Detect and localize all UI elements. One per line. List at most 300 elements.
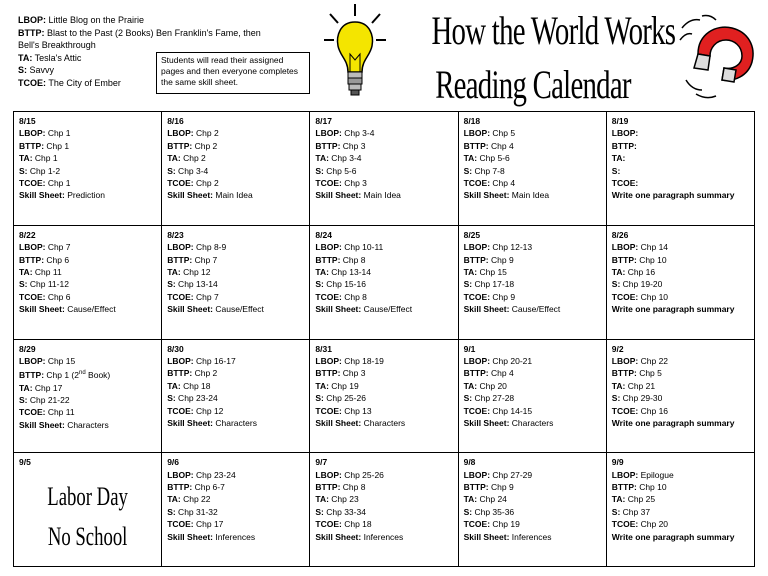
legend-entry: [18, 14, 268, 27]
assignment-label: BTTP:: [19, 370, 45, 381]
assignment-value: Chp 6: [45, 291, 71, 302]
assignment-line: [167, 189, 304, 201]
assignment-line: [315, 254, 452, 266]
assignment-value: Chp 20-21: [490, 355, 533, 366]
assignment-label: TCOE:: [611, 291, 639, 302]
assignment-value: Chp 12-13: [490, 242, 533, 253]
assignment-line: [612, 241, 749, 253]
day-date: 8/24: [315, 229, 332, 240]
assignment-label: S:: [611, 165, 621, 176]
assignment-line: [167, 254, 304, 266]
assignment-value: Chp 18: [180, 380, 211, 391]
calendar-day-cell: [310, 226, 458, 340]
assignment-line: [464, 189, 601, 201]
assignment-value: Chp 1 (2nd Book): [44, 370, 111, 381]
day-date: 8/31: [315, 343, 332, 354]
legend-title: Blast to the Past (2 Books) Ben Franklin's Fame, then Bell's Breakthrough: [18, 27, 261, 50]
assignment-value: Inferences: [361, 531, 404, 542]
assignment-line: [167, 392, 304, 404]
assignment-line: [464, 355, 601, 367]
assignment-value: Chp 7: [192, 254, 218, 265]
assignment-value: Chp 1: [44, 140, 70, 151]
calendar-day-cell: [459, 226, 607, 340]
assignment-value: Chp 24: [477, 494, 507, 505]
day-date: 9/1: [463, 343, 476, 354]
assignment-line: [464, 469, 601, 481]
assignment-value: Chp 3-4: [328, 153, 362, 164]
assignment-label: TA:: [463, 153, 478, 164]
assignment-label: LBOP:: [315, 469, 342, 480]
assignment-label: TCOE:: [19, 178, 46, 189]
assignment-line: [19, 254, 156, 266]
assignment-line: [315, 291, 452, 303]
legend-abbr: TA:: [18, 52, 33, 63]
assignment-label: TCOE:: [19, 291, 46, 302]
assignment-line: [315, 152, 452, 164]
assignment-line: [315, 531, 452, 543]
day-date: 8/30: [167, 343, 184, 354]
assignment-value: Chp 3-4: [341, 128, 375, 139]
assignment-label: S:: [463, 279, 473, 290]
assignment-value: Chp 10-11: [341, 242, 384, 253]
assignment-line: [19, 394, 156, 406]
assignment-value: Characters: [361, 417, 406, 428]
summary-assignment: Write one paragraph summary: [611, 304, 735, 315]
assignment-value: Chp 10: [638, 291, 669, 302]
assignment-line: [464, 266, 601, 278]
assignment-value: Chp 17: [32, 382, 63, 393]
assignment-line: [167, 165, 304, 177]
assignment-label: TCOE:: [463, 178, 491, 189]
assignment-label: Skill Sheet:: [167, 190, 214, 201]
assignment-line: [612, 165, 749, 177]
page-title: [431, 4, 676, 112]
assignment-label: TA:: [19, 382, 33, 393]
assignment-label: TA:: [315, 494, 329, 505]
assignment-label: TA:: [167, 153, 181, 164]
assignment-label: Skill Sheet:: [19, 304, 65, 315]
assignment-line: [315, 278, 452, 290]
legend-entry: [18, 27, 268, 52]
assignment-line: [315, 493, 452, 505]
assignment-value: Chp 1: [32, 153, 58, 164]
assignment-label: TCOE:: [167, 291, 194, 302]
title-line-1: How the World Works: [431, 8, 676, 53]
assignment-label: TA:: [19, 266, 33, 277]
assignment-value: Chp 3: [340, 368, 366, 379]
calendar-day-cell: [14, 112, 162, 226]
assignment-line: [464, 367, 601, 379]
assignment-line: [167, 417, 304, 429]
assignment-line: [19, 406, 156, 418]
day-date: 8/26: [611, 229, 629, 240]
assignment-value: Chp 27-28: [472, 393, 515, 404]
assignment-line: [19, 419, 156, 431]
assignment-label: TA:: [167, 380, 181, 391]
assignment-value: Chp 16: [638, 405, 669, 416]
calendar-day-cell: [459, 340, 607, 454]
assignment-value: Chp 23: [328, 494, 359, 505]
assignment-label: TA:: [463, 494, 478, 505]
assignment-label: TCOE:: [315, 291, 342, 302]
assignment-label: BTTP:: [315, 140, 341, 151]
assignment-value: Chp 8: [341, 291, 367, 302]
assignment-value: Chp 7: [45, 242, 71, 253]
assignment-label: BTTP:: [167, 482, 193, 493]
assignment-line: [167, 367, 304, 379]
instructions-note: Students will read their assigned pages and then everyone completes the same skill sheet.: [156, 52, 310, 94]
assignment-value: Prediction: [64, 190, 105, 201]
legend-abbr: S:: [18, 65, 27, 75]
assignment-value: Chp 21: [625, 380, 656, 391]
assignment-label: S:: [315, 165, 324, 176]
assignment-label: BTTP:: [463, 254, 489, 265]
assignment-line: [464, 392, 601, 404]
assignment-value: Chp 20: [638, 519, 669, 530]
assignment-label: BTTP:: [167, 140, 193, 151]
assignment-label: LBOP:: [167, 355, 194, 366]
assignment-label: LBOP:: [611, 355, 639, 366]
assignment-line: [167, 405, 304, 417]
assignment-line: [464, 140, 601, 152]
assignment-value: Chp 29-30: [620, 393, 663, 404]
assignment-line: [315, 417, 452, 429]
assignment-value: Chp 12: [180, 266, 211, 277]
assignment-label: TCOE:: [315, 178, 342, 189]
assignment-line: [167, 380, 304, 392]
assignment-line: [19, 382, 156, 394]
calendar-day-cell: [310, 112, 458, 226]
calendar-day-cell: [310, 453, 458, 567]
assignment-line: [464, 278, 601, 290]
assignment-value: Chp 6-7: [192, 482, 225, 493]
calendar-day-cell: [607, 340, 755, 454]
assignment-value: Chp 9: [488, 254, 514, 265]
assignment-label: S:: [463, 393, 473, 404]
assignment-line: [19, 367, 156, 381]
assignment-label: S:: [611, 506, 621, 517]
assignment-value: Chp 1: [45, 178, 71, 189]
calendar-day-cell: [162, 112, 310, 226]
assignment-value: Chp 18: [341, 519, 372, 530]
assignment-label: Skill Sheet:: [167, 417, 214, 428]
assignment-line: [167, 493, 304, 505]
assignment-label: TA:: [611, 266, 626, 277]
day-date: 9/2: [611, 343, 624, 354]
assignment-line: [19, 165, 156, 177]
assignment-label: LBOP:: [463, 469, 491, 480]
assignment-line: [464, 405, 601, 417]
assignment-line: [612, 152, 749, 164]
day-date: 9/5: [19, 457, 31, 468]
assignment-line: [315, 266, 452, 278]
assignment-value: Chp 17: [193, 519, 224, 530]
day-date: 8/22: [19, 229, 36, 240]
assignment-line: [315, 367, 452, 379]
assignment-line: [612, 405, 749, 417]
assignment-label: LBOP:: [611, 469, 639, 480]
assignment-label: Skill Sheet:: [463, 417, 510, 428]
assignment-value: Chp 23-24: [175, 393, 218, 404]
day-date: 8/15: [19, 116, 36, 126]
assignment-value: Chp 3: [340, 140, 366, 151]
summary-assignment: Write one paragraph summary: [611, 190, 735, 201]
assignment-line: [19, 241, 156, 253]
assignment-line: [167, 303, 304, 315]
assignment-value: Epilogue: [638, 469, 674, 480]
assignment-value: Chp 2: [192, 368, 218, 379]
assignment-label: BTTP:: [315, 368, 341, 379]
assignment-label: Skill Sheet:: [315, 417, 362, 428]
day-date: 9/7: [315, 457, 328, 468]
assignment-value: Chp 12: [193, 405, 224, 416]
assignment-line: [167, 241, 304, 253]
assignment-line: [464, 177, 601, 189]
assignment-line: [612, 493, 749, 505]
assignment-line: [315, 392, 452, 404]
assignment-label: S:: [315, 506, 324, 517]
assignment-value: Chp 9: [490, 291, 516, 302]
assignment-label: S:: [611, 279, 621, 290]
legend-title: Savvy: [27, 65, 55, 75]
assignment-value: Chp 9: [488, 482, 514, 493]
assignment-value: Chp 2: [193, 178, 219, 189]
assignment-line: [167, 469, 304, 481]
holiday-line: No School: [47, 521, 128, 551]
assignment-value: Chp 11: [32, 266, 62, 277]
assignment-label: LBOP:: [19, 128, 46, 139]
assignment-line: [167, 481, 304, 493]
calendar-day-cell: [14, 226, 162, 340]
assignment-label: LBOP:: [315, 128, 342, 139]
assignment-line: [464, 254, 601, 266]
assignment-line: [315, 241, 452, 253]
assignment-label: LBOP:: [315, 242, 342, 253]
assignment-value: Chp 2: [193, 128, 219, 139]
assignment-value: Chp 6: [44, 254, 70, 265]
assignment-line: [315, 469, 452, 481]
assignment-label: TA:: [315, 380, 329, 391]
assignment-line: [315, 380, 452, 392]
assignment-label: BTTP:: [463, 140, 489, 151]
assignment-line: [167, 127, 304, 139]
assignment-value: Chp 1: [45, 128, 71, 139]
title-line-2: Reading Calendar: [435, 62, 631, 107]
assignment-label: S:: [167, 279, 176, 290]
assignment-label: TA:: [611, 494, 626, 505]
assignment-value: Chp 2: [192, 140, 218, 151]
assignment-line: [315, 506, 452, 518]
assignment-label: TA:: [611, 153, 626, 164]
reading-calendar-grid: [13, 111, 755, 567]
assignment-line: [464, 291, 601, 303]
assignment-line: [167, 506, 304, 518]
assignment-line: [315, 405, 452, 417]
assignment-label: S:: [19, 394, 28, 405]
assignment-label: BTTP:: [611, 482, 637, 493]
assignment-line: [19, 355, 156, 367]
assignment-line: [612, 380, 749, 392]
assignment-line: [315, 177, 452, 189]
assignment-value: Chp 10: [636, 254, 667, 265]
calendar-day-cell: [162, 226, 310, 340]
assignment-label: Skill Sheet:: [463, 531, 510, 542]
assignment-value: Chp 19: [328, 380, 359, 391]
assignment-line: [464, 380, 601, 392]
day-date: 8/25: [463, 229, 481, 240]
assignment-label: S:: [167, 393, 176, 404]
assignment-value: Chp 4: [488, 368, 514, 379]
calendar-day-cell: [607, 226, 755, 340]
assignment-label: LBOP:: [463, 355, 491, 366]
assignment-line: [612, 266, 749, 278]
assignment-label: LBOP:: [19, 242, 46, 253]
assignment-line: [315, 303, 452, 315]
assignment-label: BTTP:: [611, 254, 637, 265]
assignment-value: Chp 16-17: [193, 355, 236, 366]
assignment-value: Inferences: [213, 531, 256, 542]
assignment-line: [315, 189, 452, 201]
assignment-line: [464, 152, 601, 164]
assignment-line: [167, 177, 304, 189]
assignment-value: Inferences: [509, 531, 552, 542]
calendar-day-cell: [607, 112, 755, 226]
assignment-line: [464, 531, 601, 543]
assignment-label: TCOE:: [463, 405, 491, 416]
assignment-label: LBOP:: [315, 355, 342, 366]
assignment-label: S:: [19, 279, 28, 290]
assignment-line: [464, 518, 601, 530]
assignment-value: Chp 25: [625, 494, 656, 505]
assignment-value: Main Idea: [213, 190, 253, 201]
assignment-label: Skill Sheet:: [315, 304, 362, 315]
assignment-value: Chp 5-6: [323, 165, 357, 176]
assignment-label: S:: [315, 393, 324, 404]
calendar-day-cell: [310, 340, 458, 454]
assignment-label: TA:: [19, 153, 33, 164]
assignment-value: Chp 4: [488, 140, 514, 151]
assignment-label: Skill Sheet:: [19, 419, 65, 430]
assignment-value: Main Idea: [509, 190, 550, 201]
assignment-label: TA:: [315, 266, 329, 277]
assignment-value: Chp 2: [180, 153, 206, 164]
assignment-label: TCOE:: [611, 178, 639, 189]
assignment-label: S:: [315, 279, 324, 290]
assignment-label: Skill Sheet:: [463, 304, 510, 315]
calendar-day-cell: [162, 340, 310, 454]
legend-abbr: BTTP:: [18, 27, 45, 38]
assignment-value: Chp 16: [625, 266, 656, 277]
assignment-label: S:: [19, 165, 28, 176]
assignment-value: Chp 5-6: [477, 153, 510, 164]
assignment-label: TCOE:: [611, 405, 639, 416]
assignment-value: Chp 5: [490, 128, 516, 139]
legend-title: The City of Ember: [46, 77, 121, 88]
assignment-value: Chp 33-34: [323, 506, 366, 517]
magnet-icon: [676, 14, 760, 100]
assignment-line: [19, 291, 156, 303]
assignment-value: Chp 10: [636, 482, 667, 493]
assignment-line: [464, 241, 601, 253]
assignment-value: Chp 20: [477, 380, 507, 391]
assignment-line: [19, 177, 156, 189]
day-date: 9/8: [463, 457, 476, 468]
assignment-label: TCOE:: [463, 291, 491, 302]
assignment-value: Chp 22: [638, 355, 669, 366]
assignment-label: TCOE:: [19, 407, 46, 418]
assignment-line: [19, 140, 156, 152]
assignment-label: LBOP:: [463, 128, 491, 139]
assignment-line: [167, 531, 304, 543]
assignment-line: [315, 127, 452, 139]
assignment-label: TCOE:: [167, 405, 194, 416]
assignment-label: LBOP:: [611, 128, 639, 139]
day-date: 8/17: [315, 116, 332, 126]
assignment-line: [19, 152, 156, 164]
assignment-label: TCOE:: [463, 519, 491, 530]
calendar-day-cell: [14, 340, 162, 454]
assignment-label: LBOP:: [611, 242, 639, 253]
assignment-value: Chp 27-29: [490, 469, 533, 480]
assignment-line: [19, 127, 156, 139]
day-date: 9/6: [167, 457, 180, 468]
assignment-label: BTTP:: [19, 140, 45, 151]
assignment-label: BTTP:: [463, 368, 489, 379]
assignment-label: LBOP:: [167, 242, 194, 253]
legend-abbr: TCOE:: [18, 77, 46, 88]
holiday-label: [38, 477, 137, 557]
assignment-label: TCOE:: [611, 519, 639, 530]
assignment-line: [612, 392, 749, 404]
assignment-line: [315, 518, 452, 530]
assignment-value: Chp 11: [45, 407, 75, 418]
assignment-label: Skill Sheet:: [167, 531, 214, 542]
day-date: 8/23: [167, 229, 184, 240]
assignment-value: Chp 7-8: [472, 165, 505, 176]
assignment-value: Chp 35-36: [472, 506, 515, 517]
assignment-label: BTTP:: [315, 482, 341, 493]
assignment-line: [464, 303, 601, 315]
assignment-label: S:: [167, 165, 176, 176]
legend-title: Tesla's Attic: [32, 52, 82, 63]
assignment-value: Chp 4: [490, 178, 516, 189]
assignment-value: Chp 13-14: [328, 266, 371, 277]
assignment-value: Chp 1-2: [27, 165, 61, 176]
assignment-label: BTTP:: [19, 254, 45, 265]
assignment-line: [167, 291, 304, 303]
assignment-label: S:: [463, 506, 473, 517]
assignment-label: Skill Sheet:: [463, 190, 510, 201]
assignment-label: LBOP:: [167, 469, 194, 480]
assignment-line: [612, 254, 749, 266]
assignment-line: [315, 140, 452, 152]
assignment-line: [464, 493, 601, 505]
assignment-label: TA:: [611, 380, 626, 391]
assignment-value: Chp 3: [341, 178, 367, 189]
assignment-label: TCOE:: [167, 519, 194, 530]
assignment-value: Chp 23-24: [193, 469, 236, 480]
assignment-line: [612, 518, 749, 530]
assignment-label: BTTP:: [611, 140, 637, 151]
assignment-label: S:: [611, 393, 621, 404]
assignment-value: Chp 31-32: [175, 506, 218, 517]
day-date: 8/18: [463, 116, 481, 126]
assignment-label: BTTP:: [611, 368, 637, 379]
day-date: 8/19: [611, 116, 629, 126]
assignment-label: TCOE:: [315, 405, 342, 416]
assignment-line: [167, 152, 304, 164]
assignment-value: Chp 15-16: [323, 279, 366, 290]
